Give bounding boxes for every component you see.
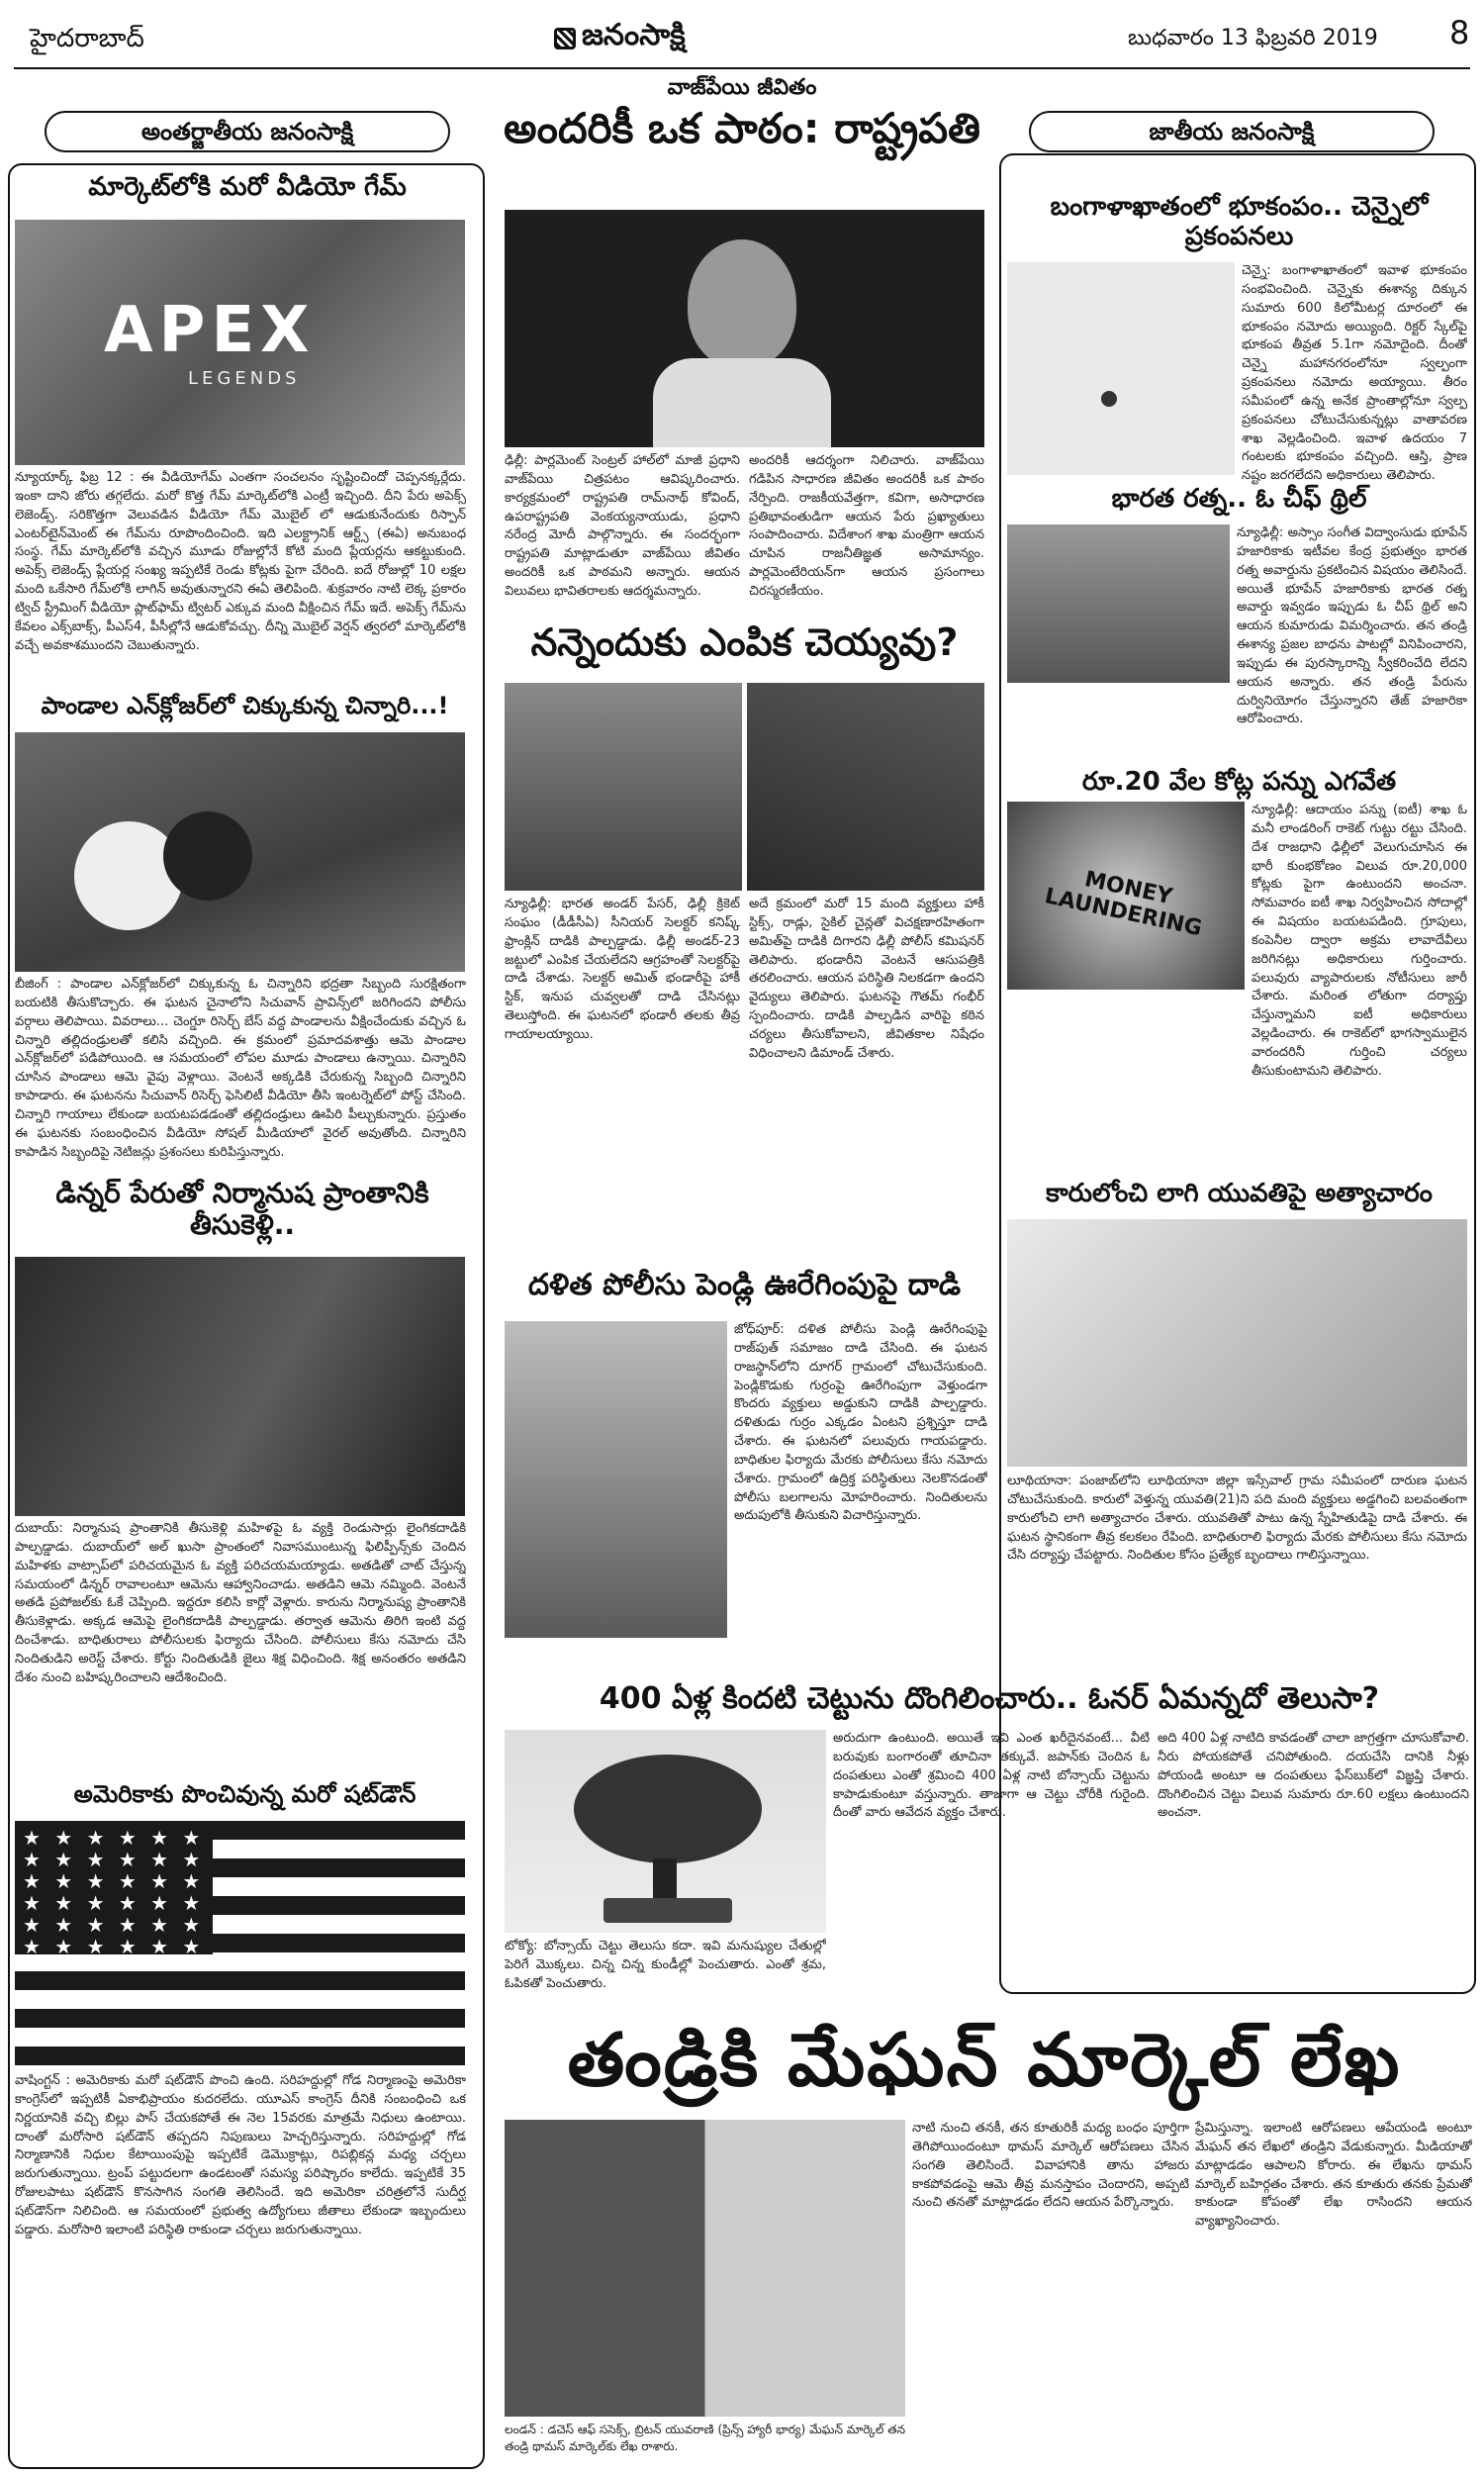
vajpayee-body-left: ఢిల్లీ: పార్లమెంట్ సెంట్రల్ హాల్‌లో మాజీ ప్రధాని వాజ్‌పేయి చిత్రపటం ఆవిష్కరించారు. కార్యక్రమంలో రాష్ట్రపతి రామ్‌నాథ్ కోవింద్, ఉపరాష్ట్రపతి వెంకయ్యనాయుడు, ప్రధాని నరేంద్ర మోదీ పాల్గొన్నారు. ఈ సందర్భంగా రాష్ట్రపతి మాట్లాడుతూ వాజ్‌పేయి జీవితం అందరికీ ఒక పాఠమని అన్నారు. ఆయన విలువలు భావితరాలకు ఆదర్శమన్నారు. (505, 453, 740, 599)
groom-photo (505, 1321, 727, 1638)
bonsai-headline: 400 ఏళ్ల కిందటి చెట్టును దొంగిలించారు.. ఓనర్ ఏమన్నదో తెలుసా? (599, 1681, 1380, 1716)
assault-body: లూథియానా: పంజాబ్‌లోని లూథియానా జిల్లా ఇస్సేవాల్ గ్రామ సమీపంలో దారుణ ఘటన చోటుచేసుకుంది. కారులో వెళ్తున్న యువతి(21)ని పది మంది వ్యక్తులు అడ్డగించి బలవంతంగా కారులోంచి లాగి అత్యాచారం చేశారు. యువతితో పాటు ఉన్న స్నేహితుడిపై దాడి చేశారు. ఈ ఘటన స్థానికంగా తీవ్ర కలకలం రేపింది. బాధితురాలి ఫిర్యాదు మేరకు పోలీసులు కేసు నమోదు చేసి దర్యాప్తు చేపట్టారు. నిందితుల కోసం ప్రత్యేక బృందాలు గాలిస్తున్నాయి. (1007, 1474, 1467, 1564)
meghan-body-2: ప్రేమిస్తున్నా. ఇలాంటి ఆరోపణలు ఆపేయండి అంటూ మేఘన్ తన లేఖలో తండ్రిని వేడుకున్నారు. మీడియాతో మాట్లాడడం ఆపాలని కోరారు. ఈ లేఖను థామస్ మార్కెల్ బహిర్గతం చేశారు. తన కూతురు తనకు ప్రేమతో కాకుండా కోపంతో లేఖ రాసిందని ఆయన వ్యాఖ్యానించారు. (1195, 2121, 1472, 2230)
logo-mark-icon (554, 28, 576, 49)
apex-logo-text: APEX (104, 294, 316, 367)
assault-headline: కారులోంచి లాగి యువతిపై అత్యాచారం (1046, 1179, 1433, 1208)
bonsai-body-1: టోక్యో: బోన్సాయ్ చెట్టు తెలుసు కదా. ఇవి మనుష్యుల చేతుల్లో పెరిగే మొక్కలు. చిన్న చిన్న కుండీల్లో పెంచుతారు. ఎంతో శ్రమ, ఓపికతో పెంచుతారు. (505, 1939, 826, 1991)
hazarika-photo (1007, 524, 1230, 683)
header-date: బుధవారం 13 ఫిబ్రవరి 2019 (1128, 26, 1378, 50)
bonsai-image (505, 1730, 826, 1933)
meghan-caption: లండన్ : డచెస్ ఆఫ్ ససెక్స్, బ్రిటన్ యువరాణి (ప్రిన్స్ హ్యారీ భార్య) మేఘన్ మార్కెల్ తన తండ్రి థామస్ మార్కెల్‌కు లేఖ రాశారు. (505, 2423, 905, 2454)
bonsai-body-3: అది 400 ఏళ్ల నాటిది కావడంతో చాలా జాగ్రత్తగా చూసుకోవాలి. నీరు పోయకపోతే చనిపోతుంది. దయచేసి దానికి నీళ్లు పోయండి అంటూ ఆ దంపతులు ఫేస్‌బుక్‌లో విజ్ఞప్తి చేశారు. దొంగిలించిన చెట్టు విలువ సుమారు రూ.60 లక్షలు ఉంటుందని అంచనా. (1158, 1731, 1469, 1821)
cricket-body-left: న్యూఢిల్లీ: భారత అండర్ పేసర్, ఢిల్లీ క్రికెట్ సంఘం (డీడీసీఏ) సీనియర్ సెలక్టర్ కనిష్క్ ఫ్రాంక్లిన్‌ దాడికి పాల్పడ్డాడు. ఢిల్లీ అండర్-23 జట్టులో ఎంపిక చేయలేదని ఆగ్రహంతో సెలక్టర్‌పై దాడి చేశాడు. సెలక్టర్ అమిత్ భండారీపై హాకీ స్టిక్, ఇనుప చువ్వలతో దాడి చేసినట్లు తెలుస్తోంది. ఈ ఘటనలో భండారీ తలకు తీవ్ర గాయాలయ్యాయి. (505, 897, 740, 1042)
dalit-body: జోధ్‌పూర్: దళిత పోలీసు పెండ్లి ఊరేగింపుపై రాజ్‌పుత్ సమాజం దాడి చేసింది. ఈ ఘటన రాజస్థాన్‌లోని దూగర్ గ్రామంలో చోటుచేసుకుంది. పెండ్లికొడుకు గుర్రంపై ఊరేగింపుగా వెళ్తుండగా కొందరు వ్యక్తులు అడ్డుకుని దాడికి పాల్పడ్డారు. దళితుడు గుర్రం ఎక్కడం ఏంటని ప్రశ్నిస్తూ దాడి చేశారు. ఈ ఘటనలో పలువురు గాయపడ్డారు. బాధితుల ఫిర్యాదు మేరకు పోలీసులు కేసు నమోదు చేశారు. గ్రామంలో ఉద్రిక్త పరిస్థితులు నెలకొనడంతో పోలీసు బలగాలను మోహరించారు. నిందితులను అదుపులోకి తీసుకుని విచారిస్తున్నారు. (734, 1322, 987, 1524)
masthead-logo (554, 18, 686, 59)
section-national: జాతీయ జనంసాక్షి (1029, 111, 1435, 152)
bharat-ratna-headline: భారత రత్న.. ఓ చీఫ్ థ్రిల్ (1111, 484, 1367, 514)
cricket-headline: నన్నెందుకు ఎంపిక చెయ్యవు? (530, 620, 959, 664)
shutdown-body: వాషింగ్టన్ : అమెరికాకు మరో షట్‌డౌన్ పొంచి ఉంది. సరిహద్దుల్లో గోడ నిర్మాణంపై అమెరికా కాంగ్రెస్‌లో ఇప్పటికీ ఏకాభిప్రాయం కుదరలేదు. యూఎస్ కాంగ్రెస్ దీనికి సంబంధించి ఒక నిర్ణయానికి వచ్చి బిల్లు పాస్ చేయకపోతే ఈ నెల 15వరకు మాత్రమే నిధులు ఉంటాయి. దాంతో మరోసారి షట్‌డౌన్ తప్పదని నిపుణులు హెచ్చరిస్తున్నారు. సరిహద్దుల్లో గోడ నిర్మాణానికి నిధుల కేటాయింపుపై ఇప్పటికే డెమొక్రాట్లు, రిపబ్లికన్ల మధ్య చర్చలు జరుగుతున్నాయి. ట్రంప్ పట్టుదలగా ఉండటంతో సమస్య పరిష్కారం కాలేదు. ఇప్పటికే 35 రోజులపాటు షట్‌డౌన్ కొనసాగిన సంగతి తెలిసిందే. ఇది అమెరికా చరిత్రలోనే సుదీర్ఘ షట్‌డౌన్‌గా నిలిచింది. ఆ సమయంలో ప్రభుత్వ ఉద్యోగులు జీతాలు లేకుండా ఇబ్బందులు పడ్డారు. మరోసారి ఇలాంటి పరిస్థితి రాకుండా చర్చలు జరుగుతున్నాయి. (15, 2073, 466, 2237)
cricket-body-right: అదే క్రమంలో మరో 15 మంది వ్యక్తులు హాకీ స్టిక్స్, రాడ్లు, సైకిల్ చైన్లతో విచక్షణారహితంగా అమిత్‌పై దాడికి దిగారని ఢిల్లీ పోలీస్ కమిషనర్ తెలిపారు. భండారీని వెంటనే ఆసుపత్రికి తరలించారు. ఆయన పరిస్థితి నిలకడగా ఉందని వైద్యులు తెలిపారు. ఘటనపై గౌతమ్ గంభీర్ స్పందించారు. దాడికి పాల్పడిన వారిపై కఠిన చర్యలు తీసుకోవాలని, జీవితకాల నిషేధం విధించాలని డిమాండ్ చేశారు. (749, 897, 984, 1061)
quake-map (1007, 262, 1235, 475)
vajpayee-kicker: వాజ్‌పేయి జీవితం (667, 75, 817, 100)
tax-headline: రూ.20 వేల కోట్ల పన్ను ఎగవేత (1081, 767, 1397, 797)
meghan-body-1: నాటి నుంచి తనకీ, తన కూతురికీ మధ్య బంధం పూర్తిగా తెగిపోయిందంటూ థామస్ మార్కెల్ ఆరోపణలు చేసిన సంగతి తెలిసిందే. వివాహానికి తాను హాజరు కాకపోవడంపై ఆమె తీవ్ర మనస్తాపం చెందారని, అప్పటి నుంచి తనతో మాట్లాడడం లేదని ఆయన పేర్కొన్నారు. (912, 2121, 1189, 2211)
epicenter-marker-icon (1101, 391, 1117, 407)
meghan-headline: తండ్రికి మేఘన్ మార్కెల్ లేఖ (567, 2018, 1402, 2103)
quake-headline: బంగాళాఖాతంలో భూకంపం.. చెన్నైలో ప్రకంపనలు (1050, 192, 1429, 251)
shutdown-headline: అమెరికాకు పొంచివున్న మరో షట్‌డౌన్ (73, 1780, 417, 1808)
game-body: న్యూయార్క్ ఫిబ్ర 12 : ఈ వీడియోగేమ్ ఎంతగా సంచలనం సృష్టించిందో చెప్పనక్కర్లేదు. ఇంకా దాని జోరు తగ్గలేదు. మరో కొత్త గేమ్ మార్కెట్‌లోకి ఎంట్రీ ఇచ్చింది. దీని పేరు అపెక్స్ లెజెండ్స్. సరికొత్తగా వెలువడిన వీడియో గేమ్ మొబైల్ లో ఆడుకునేందుకు రిస్పాన్ ఎంటర్‌టైన్‌మెంట్ ఈ గేమ్‌ను రూపొందించింది. ఇది ఎలక్ట్రానిక్ ఆర్ట్స్ (ఈఏ) అనుబంధ సంస్థ. గేమ్ మార్కెట్‌లోకి వచ్చిన మూడు రోజుల్లోనే కోటి మంది ప్లేయర్లను ఆకట్టుకుంది. అపెక్స్ లెజెండ్స్ ప్లేయర్ల సంఖ్య ఇప్పటికే రెండు కోట్లకు పైగా చేరింది. ఐదే రోజుల్లో 10 లక్షల మంది ఒకేసారి గేమ్‌లోకి లాగిన్ అవుతున్నారని ఈఏ తెలిపింది. శుక్రవారం నాటి లెక్క ప్రకారం ట్విచ్ స్ట్రీమింగ్ వీడియో ప్లాట్‌ఫామ్ ట్విటర్ ఎక్కువ మంది వీక్షించిన గేమ్ ఇదే. అపెక్స్ గేమ్‌ను కేవలం ఎక్స్‌బాక్స్, పీఎస్4, పీసీల్లోనే ఆడుకోవచ్చు. దీన్ని మొబైల్ వెర్షన్ త్వరలో మార్కెట్‌లోకి వచ్చే అవకాశముందని చెబుతున్నారు. (15, 470, 466, 653)
injured-photo (747, 683, 984, 891)
money-laundering-image: MONEY LAUNDERING (1007, 802, 1245, 990)
us-flag-image (15, 1821, 465, 2068)
header-city: హైదరాబాద్ (30, 24, 144, 53)
vajpayee-body-right: అందరికీ ఆదర్శంగా నిలిచారు. వాజ్‌పేయి గడిపిన సాధారణ జీవితం అందరికీ ఒక పాఠం నేర్పింది. రాజకీయవేత్తగా, కవిగా, అసాధారణ ప్రతిభావంతుడిగా ఆయన పేరు ప్రఖ్యాతులు సంపాదించారు. విదేశాంగ శాఖ మంత్రిగా ఆయన చూపిన రాజనీతిజ్ఞత అసామాన్యం. పార్లమెంటేరియన్‌గా ఆయన ప్రసంగాలు చిరస్మరణీయం. (749, 453, 984, 599)
flag-stars-icon: ★ ★ ★ ★ ★ ★ ★ ★ ★ ★ ★ ★ ★ ★ ★ ★ ★ ★ ★ ★ ★ ★ ★ ★ ★ ★ ★ ★ ★ ★ ★ ★ ★ ★ ★ ★ (15, 1821, 213, 1954)
header-rule (14, 67, 1470, 69)
dinner-image (15, 1257, 465, 1516)
dalit-headline: దళిత పోలీసు పెండ్లి ఊరేగింపుపై దాడి (527, 1268, 962, 1302)
meghan-photo (505, 2120, 905, 2417)
dinner-body: దుబాయ్: నిర్మానుష ప్రాంతానికి తీసుకెళ్లి మహిళపై ఓ వ్యక్తి రెండుసార్లు లైంగికదాడికి పాల్పడ్డాడు. దుబాయ్‌లో అల్ ఖుసా ప్రాంతంలో నివాసముంటున్న ఫిలిప్పీన్స్‌కు చెందిన మహిళకు వాట్సాప్‌లో పరిచయమైన ఓ వ్యక్తి పరిచయమయ్యాడు. అతడితో చాట్ చేస్తున్న సమయంలో డిన్నర్ రావాలంటూ ఆమెను ఆహ్వానించాడు. అతడిని ఆమె నమ్మింది. వెంటనే అతడి ప్రపోజల్‌కు ఓకే చెప్పింది. ఇద్దరూ కలిసి కార్లో వెళ్లారు. కారును నిర్మానుష్య ప్రాంతానికి తీసుకెళ్లాడు. అక్కడ ఆమెపై లైంగికదాడికి పాల్పడ్డాడు. తర్వాత ఆమెను తిరిగి ఇంటి వద్ద దించేశాడు. బాధితురాలు పోలీసులకు ఫిర్యాదు చేసింది. పోలీసులు కేసు నమోదు చేసి నిందితుడిని అరెస్ట్ చేశారు. కోర్టు నిందితుడికి జైలు శిక్ష విధించింది. శిక్ష అనంతరం అతడిని దేశం నుంచి బహిష్కరించాలని ఆదేశించింది. (15, 1521, 466, 1685)
tax-body: న్యూఢిల్లీ: ఆదాయం పన్ను (ఐటీ) శాఖ ఓ మనీ లాండరింగ్ రాకెట్ గుట్టు రట్టు చేసింది. దేశ రాజధాని ఢిల్లీలో వెలుగుచూసిన ఈ భారీ కుంభకోణం విలువ రూ.20,000 కోట్లకు పైగా ఉంటుందని అంచనా. సోమవారం ఐటీ శాఖ నిర్వహించిన సోదాల్లో ఈ విషయం బయటపడింది. గ్రూపులు, కంపెనీల ద్వారా అక్రమ లావాదేవీలు జరిగినట్లు అధికారులు గుర్తించారు. పలువురు వ్యాపారులకు నోటీసులు జారీ చేశారు. మరింత లోతుగా దర్యాప్తు చేస్తున్నామని ఐటీ అధికారులు వెల్లడించారు. ఈ రాకెట్‌లో భాగస్వాములైన వారందరినీ గుర్తించి చర్యలు తీసుకుంటామని తెలిపారు. (1252, 803, 1467, 1079)
vajpayee-headline: అందరికీ ఒక పాఠం: రాష్ట్రపతి (504, 104, 980, 152)
bonsai-body-2: అరుదుగా ఉంటుంది. అయితే ఇవి ఎంత ఖరీదైనవంటే... వీటి బరువుకు బంగారంతో తూచినా తక్కువే. జపాన్‌కు చెందిన ఓ దంపతులు ఎంతో శ్రమించి 400 ఏళ్ల నాటి బోన్సాయ్ చెట్టును కాపాడుకుంటూ వస్తున్నారు. తాజాగా ఆ చెట్టు చోరీకి గురైంది. దీంతో వారు ఆవేదన వ్యక్తం చేశారు. (833, 1731, 1150, 1821)
game-headline: మార్కెట్‌లోకి మరో వీడియో గేమ్ (88, 172, 407, 202)
cricketer-photo (505, 683, 742, 891)
quake-body: చెన్నై: బంగాళాఖాతంలో ఇవాళ భూకంపం సంభవించింది. చెన్నైకు ఈశాన్య దిక్కున సుమారు 600 కిలోమీటర్ల దూరంలో ఈ భూకంపం నమోదు అయ్యింది. రిక్టర్ స్కేల్‌పై భూకంప తీవ్రత 5.1గా నమోదైంది. దీంతో చెన్నై మహానగరంలోనూ స్వల్పంగా ప్రకంపనలు నమోదు అయ్యాయి. తీరం సమీపంలో ఉన్న అనేక ప్రాంతాల్లోనూ స్వల్ప ప్రకంపనలు చోటుచేసుకున్నట్లు వాతావరణ శాఖ వెల్లడించింది. ఇవాళ ఉదయం 7 గంటలకు భూకంపం వచ్చింది. ఆస్తి, ప్రాణ నష్టం జరగలేదని అధికారులు తెలిపారు. (1242, 263, 1467, 484)
apex-logo-sub: LEGENDS (188, 368, 301, 389)
panda-body: బీజింగ్ : పాండాల ఎన్‌క్లోజర్‌లో చిక్కుకున్న ఓ చిన్నారిని భద్రతా సిబ్బంది సురక్షితంగా బయటికి తీసుకొచ్చారు. ఈ ఘటన చైనాలోని సిచువాన్ ప్రావిన్స్‌లో జరిగిందని పోలీసు వర్గాలు తెలిపాయి. వివరాలు... చెంగ్డూ రిసెర్చ్ బేస్ వద్ద పాండాలను వీక్షించేందుకు వచ్చిన ఓ చిన్నారి తల్లిదండ్రులతో కలిసి వచ్చింది. ఈ క్రమంలో ప్రమాదవశాత్తు ఆమె పాండాల ఎన్‌క్లోజర్‌లో పడిపోయింది. ఆ సమయంలో లోపల మూడు పాండాలు ఉన్నాయి. చిన్నారిని చూసిన పాండాలు ఆమె వైపు వెళ్లాయి. వెంటనే అక్కడికి చేరుకున్న సిబ్బంది చిన్నారిని కాపాడారు. ఈ ఘటనను సిచువాన్ రిసెర్చ్ ఫెసిలిటీ వీడియో తీసి ఇంటర్నెట్‌లో పోస్ట్ చేసింది. చిన్నారి గాయాలు లేకుండా బయటపడడంతో తల్లిదండ్రులు ఊపిరి పీల్చుకున్నారు. ప్రస్తుతం ఈ ఘటనకు సంబంధించిన వీడియో సోషల్ మీడియాలో వైరల్ అవుతోంది. చిన్నారిని కాపాడిన సిబ్బందిపై నెటిజన్లు ప్రశంసలు కురిపిస్తున్నారు. (15, 977, 466, 1160)
logo-text: జనంసాక్షి (582, 18, 686, 52)
hands-image (1007, 1219, 1467, 1467)
bharat-ratna-body: న్యూఢిల్లీ: అస్సాం సంగీత విద్వాంసుడు భూపేన్ హజారికాకు ఇటీవల కేంద్ర ప్రభుత్వం భారత రత్న అవార్డును ప్రకటించిన విషయం తెలిసిందే. అయితే భూపేన్ హజారికాకు భారత రత్న అవార్డు ఇవ్వడం ఇప్పుడు ఓ చీప్ థ్రిల్ అని ఆయన కుమారుడు విమర్శించారు. తన తండ్రి ఈశాన్య ప్రజల బాధను పాటల్లో వినిపించారని, ఇప్పుడు ఈ పురస్కారాన్ని స్వీకరించేది లేదని ఆయన అన్నారు. తన తండ్రి పేరును దుర్వినియోగం చేస్తున్నారని తేజ్ హజారికా ఆరోపించారు. (1237, 525, 1467, 727)
dinner-headline: డిన్నర్ పేరుతో నిర్మానుష ప్రాంతానికి తీసుకెళ్లి.. (55, 1177, 429, 1242)
section-international: అంతర్జాతీయ జనంసాక్షి (45, 111, 450, 152)
vajpayee-portrait (505, 210, 984, 447)
panda-headline: పాండాల ఎన్‌క్లోజర్‌లో చిక్కుకున్న చిన్నారి...! (41, 692, 449, 719)
apex-image (15, 220, 465, 465)
panda-image (15, 732, 465, 972)
page-number: 8 (1449, 14, 1470, 51)
bonsai-tree-icon (574, 1755, 762, 1863)
